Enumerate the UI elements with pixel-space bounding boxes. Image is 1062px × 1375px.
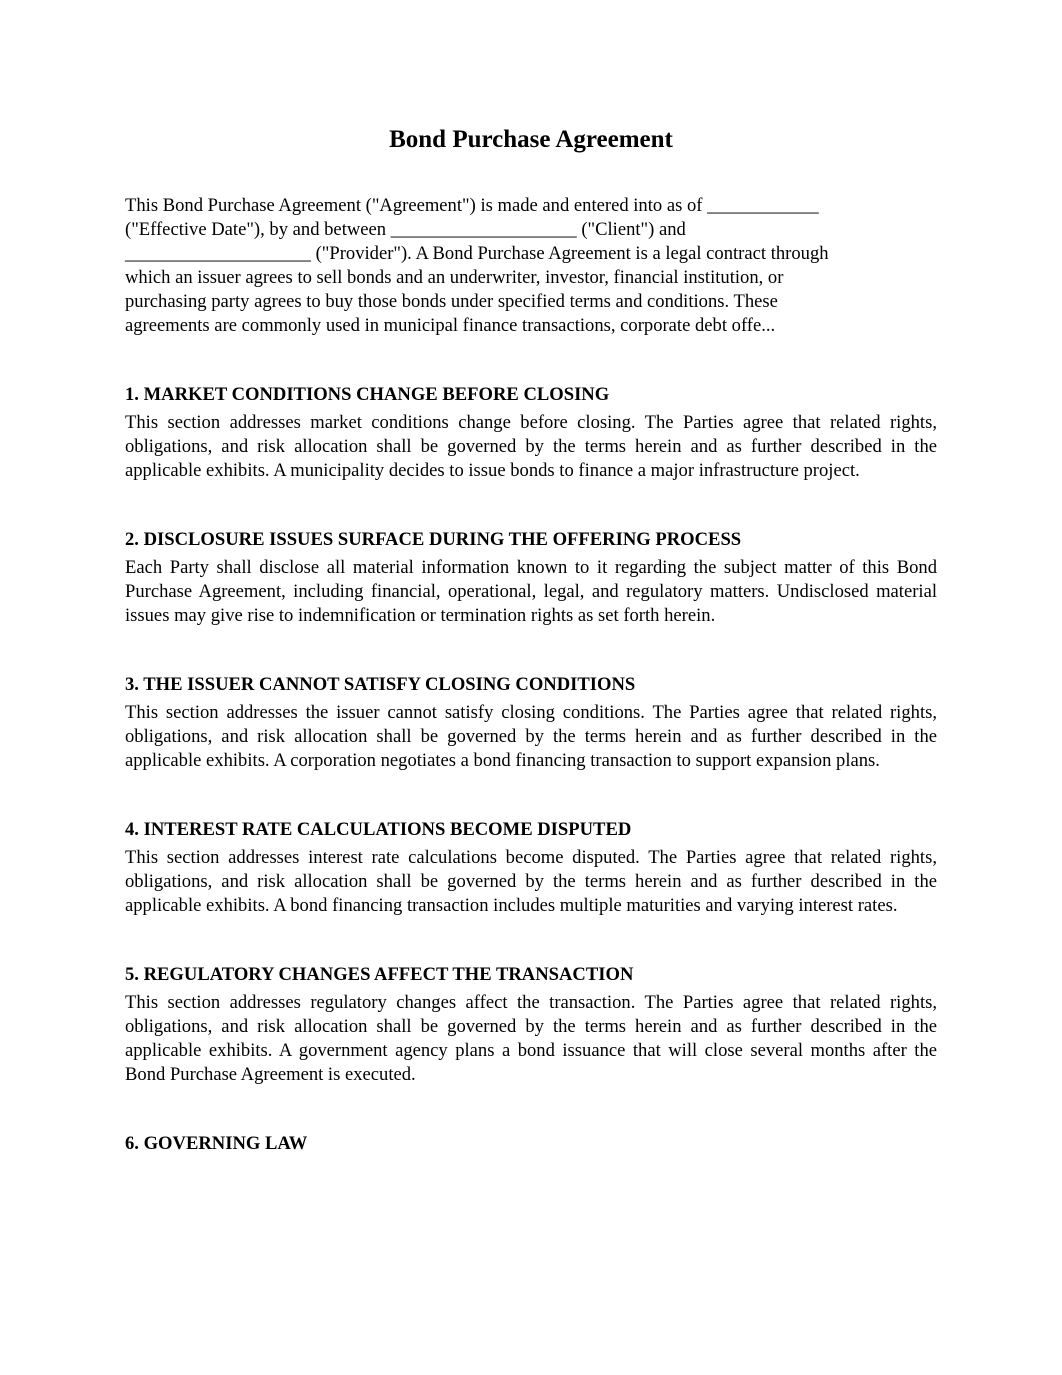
section-body: This section addresses interest rate calculations become disputed. The Parties agree that related rights, obligations, and risk allocation shall be governed by the terms herein and as further described in the applicable exhibits. A bond financing transaction includes multiple maturities and varying interest rates. <box>125 847 937 916</box>
intro-line: purchasing party agrees to buy those bonds under specified terms and conditions. These <box>125 291 778 312</box>
section-heading: 6. GOVERNING LAW <box>125 1133 308 1154</box>
intro-line: This Bond Purchase Agreement ("Agreement") is made and entered into as of ____________ <box>125 195 819 216</box>
section-heading: 1. MARKET CONDITIONS CHANGE BEFORE CLOSING <box>125 384 610 405</box>
section-interest-rate <box>125 818 937 918</box>
section-body: This section addresses regulatory changes affect the transaction. The Parties agree that related rights, obligations, and risk allocation shall be governed by the terms herein and as further described in the applicable exhibits. A government agency plans a bond issuance that will close several months after the Bond Purchase Agreement is executed. <box>125 992 937 1085</box>
section-heading: 5. REGULATORY CHANGES AFFECT THE TRANSACTION <box>125 964 634 985</box>
section-closing-conditions <box>125 673 937 773</box>
section-body: This section addresses the issuer cannot satisfy closing conditions. The Parties agree that related rights, obligations, and risk allocation shall be governed by the terms herein and as further described in the applicable exhibits. A corporation negotiates a bond financing transaction to support expansion plans. <box>125 702 937 771</box>
section-body: Each Party shall disclose all material information known to it regarding the subject matter of this Bond Purchase Agreement, including financial, operational, legal, and regulatory matters. Undisclosed material issues may give rise to indemnification or termination rights as set forth herein. <box>125 557 937 626</box>
document-page <box>125 124 937 1160</box>
section-governing-law <box>125 1132 937 1156</box>
section-heading: 3. THE ISSUER CANNOT SATISFY CLOSING CONDITIONS <box>125 674 636 695</box>
intro-line: which an issuer agrees to sell bonds and an underwriter, investor, financial institution, or <box>125 267 784 288</box>
section-heading: 2. DISCLOSURE ISSUES SURFACE DURING THE OFFERING PROCESS <box>125 529 742 550</box>
section-disclosure-issues <box>125 528 937 628</box>
section-body: This section addresses market conditions change before closing. The Parties agree that related rights, obligations, and risk allocation shall be governed by the terms herein and as further described in the applicable exhibits. A municipality decides to issue bonds to finance a major infrastructure project. <box>125 412 937 481</box>
section-heading: 4. INTEREST RATE CALCULATIONS BECOME DISPUTED <box>125 819 632 840</box>
section-regulatory-changes <box>125 963 937 1087</box>
intro-line: agreements are commonly used in municipal finance transactions, corporate debt offe... <box>125 315 776 336</box>
section-market-conditions <box>125 383 937 483</box>
document-title: Bond Purchase Agreement <box>389 126 673 153</box>
intro-line: ("Effective Date"), by and between ____________________ ("Client") and <box>125 219 686 240</box>
intro-line: ____________________ ("Provider"). A Bond Purchase Agreement is a legal contract through <box>125 243 829 264</box>
intro-paragraph <box>125 194 937 338</box>
